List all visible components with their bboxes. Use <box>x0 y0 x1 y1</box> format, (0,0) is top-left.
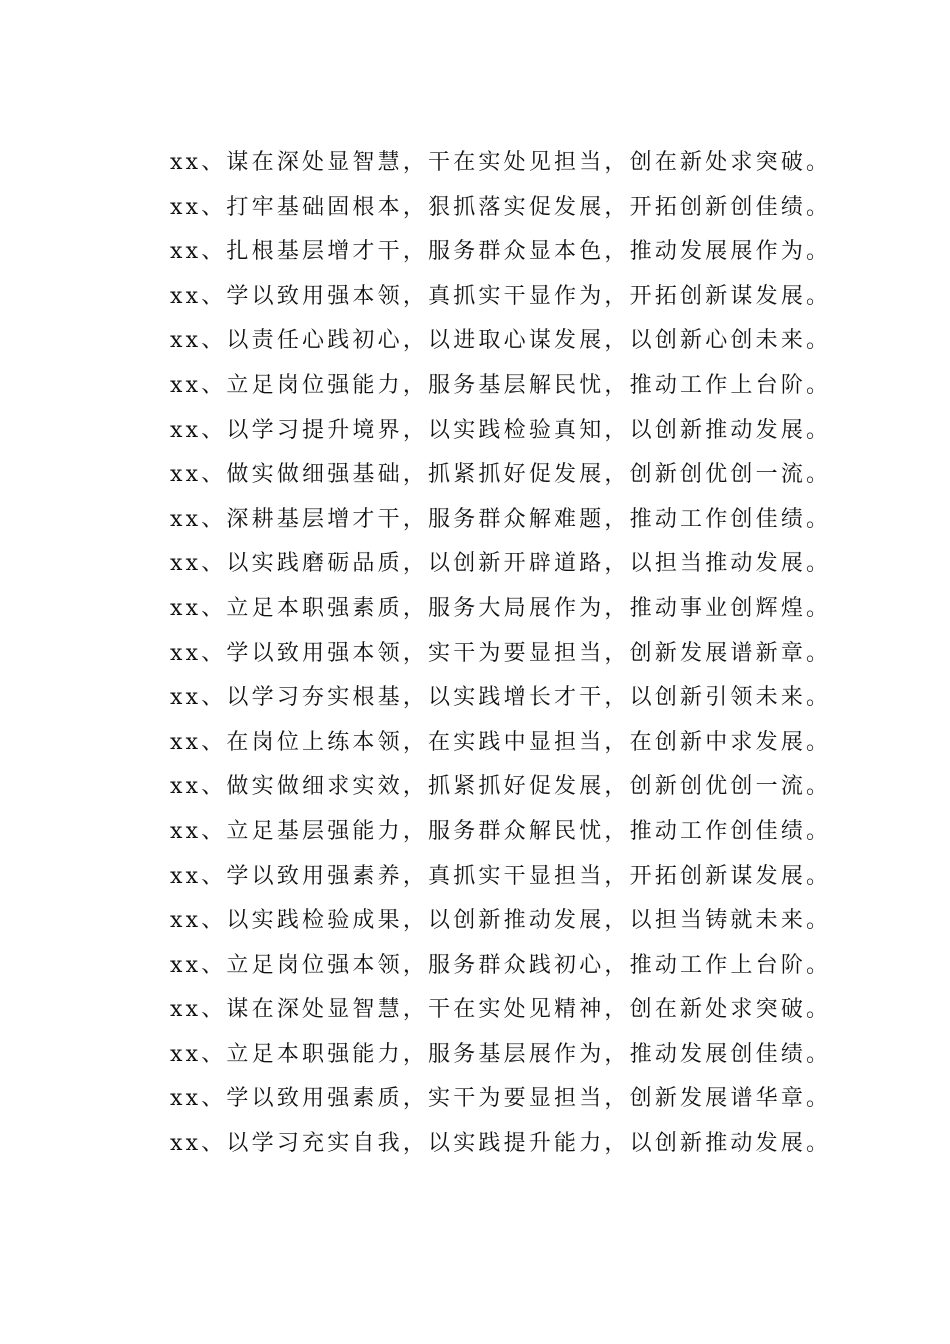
slogan-line-6: xx、立足岗位强能力，服务基层解民忧，推动工作上台阶。 <box>170 372 832 398</box>
slogan-line-4: xx、学以致用强本领，真抓实干显作为，开拓创新谋发展。 <box>170 283 832 309</box>
slogan-line-21: xx、立足本职强能力，服务基层展作为，推动发展创佳绩。 <box>170 1041 832 1067</box>
slogan-line-3: xx、扎根基层增才干，服务群众显本色，推动发展展作为。 <box>170 239 832 265</box>
slogan-line-5: xx、以责任心践初心，以进取心谋发展，以创新心创未来。 <box>170 328 832 354</box>
slogan-line-16: xx、立足基层强能力，服务群众解民忧，推动工作创佳绩。 <box>170 818 832 844</box>
slogan-line-19: xx、立足岗位强本领，服务群众践初心，推动工作上台阶。 <box>170 952 832 978</box>
slogan-line-12: xx、学以致用强本领，实干为要显担当，创新发展谱新章。 <box>170 640 832 666</box>
slogan-line-20: xx、谋在深处显智慧，干在实处见精神，创在新处求突破。 <box>170 997 832 1023</box>
slogan-line-17: xx、学以致用强素养，真抓实干显担当，开拓创新谋发展。 <box>170 863 832 889</box>
slogan-list <box>170 141 870 1167</box>
slogan-line-22: xx、学以致用强素质，实干为要显担当，创新发展谱华章。 <box>170 1086 832 1112</box>
slogan-line-7: xx、以学习提升境界，以实践检验真知，以创新推动发展。 <box>170 417 832 443</box>
slogan-line-11: xx、立足本职强素质，服务大局展作为，推动事业创辉煌。 <box>170 595 832 621</box>
slogan-line-8: xx、做实做细强基础，抓紧抓好促发展，创新创优创一流。 <box>170 462 832 488</box>
slogan-line-23: xx、以学习充实自我，以实践提升能力，以创新推动发展。 <box>170 1131 832 1157</box>
slogan-line-1: xx、谋在深处显智慧，干在实处见担当，创在新处求突破。 <box>170 150 832 175</box>
slogan-line-9: xx、深耕基层增才干，服务群众解难题，推动工作创佳绩。 <box>170 506 832 532</box>
slogan-line-15: xx、做实做细求实效，抓紧抓好促发展，创新创优创一流。 <box>170 774 832 800</box>
slogan-line-10: xx、以实践磨砺品质，以创新开辟道路，以担当推动发展。 <box>170 551 832 577</box>
slogan-line-14: xx、在岗位上练本领，在实践中显担当，在创新中求发展。 <box>170 729 832 755</box>
slogan-line-2: xx、打牢基础固根本，狠抓落实促发展，开拓创新创佳绩。 <box>170 194 832 220</box>
slogan-line-13: xx、以学习夯实根基，以实践增长才干，以创新引领未来。 <box>170 685 832 711</box>
slogan-line-18: xx、以实践检验成果，以创新推动发展，以担当铸就未来。 <box>170 908 832 934</box>
